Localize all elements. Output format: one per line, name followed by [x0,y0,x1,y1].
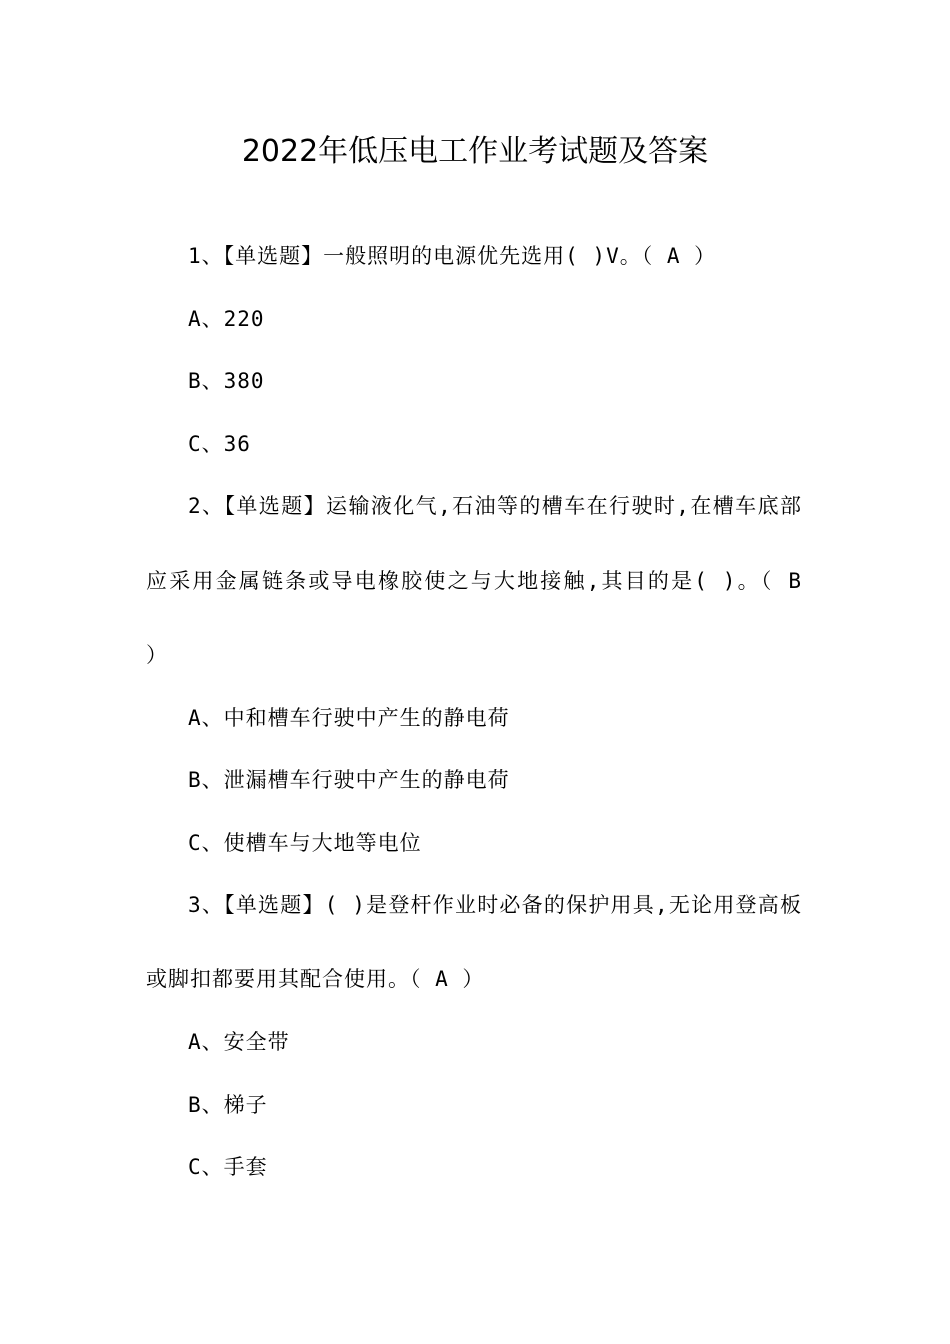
document-title: 2022年低压电工作业考试题及答案 [241,134,709,169]
question-2-text-line-2: 应采用金属链条或导电橡胶使之与大地接触,其目的是( )。（ B [146,569,802,593]
question-2-text-line-3: ） [146,643,168,667]
question-3-option-b: B、梯子 [188,1093,268,1117]
question-3-option-c: C、手套 [188,1155,268,1179]
question-3-option-a: A、安全带 [188,1030,290,1054]
question-3-text-line-1: 3、【单选题】( )是登杆作业时必备的保护用具,无论用登高板 [188,893,802,917]
question-1-option-a: A、220 [188,307,265,331]
question-1-option-c: C、36 [188,432,251,456]
question-1-option-b: B、380 [188,369,265,393]
question-2-option-b: B、泄漏槽车行驶中产生的静电荷 [188,768,510,792]
question-1-text: 1、【单选题】一般照明的电源优先选用( )V。（ A ） [188,244,717,268]
question-2-text-line-1: 2、【单选题】运输液化气,石油等的槽车在行驶时,在槽车底部 [188,494,802,518]
question-2-option-a: A、中和槽车行驶中产生的静电荷 [188,706,510,730]
question-3-text-line-2: 或脚扣都要用其配合使用。（ A ） [146,967,485,991]
question-2-option-c: C、使槽车与大地等电位 [188,831,422,855]
